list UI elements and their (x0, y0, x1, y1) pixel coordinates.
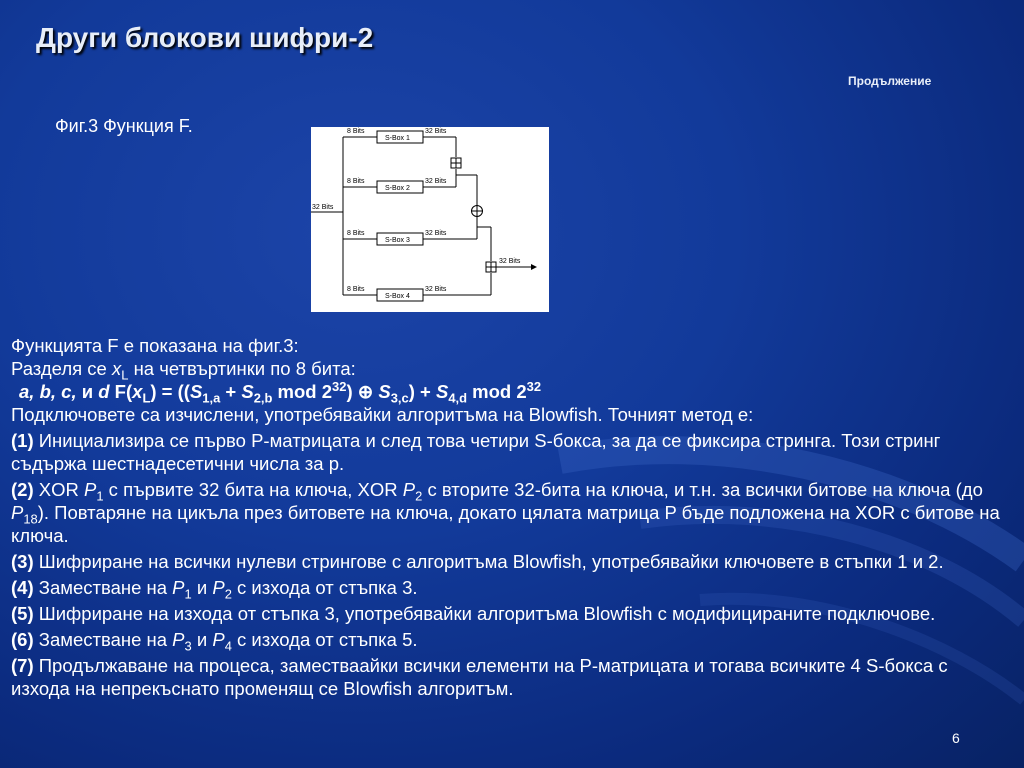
step-1: (1) Инициализира се първо P-матрицата и след това четири S-бокса, за да се фиксира стринга. Този стринг съдържа шестнадесетични числа за p. (11, 430, 941, 474)
sbox-1 (343, 128, 456, 143)
figure-caption: Фиг.3 Функция F. (55, 116, 193, 136)
svg-text:32 Bits: 32 Bits (425, 230, 447, 237)
xor-icon (472, 206, 483, 217)
svg-text:8 Bits: 8 Bits (347, 128, 365, 135)
step-5: (5) Шифриране на изхода от стъпка 3, употребявайки алгоритъма Blowfish с модифицираните подключове. (11, 603, 936, 624)
svg-text:8 Bits: 8 Bits (347, 286, 365, 293)
step-4: (4) Заместване на $P_1$ и $P_2$ с изхода от стъпка 3. (11, 577, 418, 602)
input-bits-label: 32 Bits (312, 204, 334, 211)
page-subtitle: Продължение (848, 74, 932, 88)
function-f-diagram (311, 127, 549, 312)
svg-text:8 Bits: 8 Bits (347, 230, 365, 237)
step-2: (2) XOR $P_1$ с първите 32 бита на ключа, XOR $P_2$ с вторите 32-бита на ключа, и т.н. за всички битове на ключа (до $P_{18}$). Повтаряне на цикъла през битовете на ключа, докато цялата матрица P бъде подложена на XOR с битове на ключа. (11, 479, 1000, 546)
sbox-2 (343, 178, 456, 193)
mod-add-1-icon (451, 158, 461, 168)
step-7: (7) Продължаване на процеса, заместваайки всички елементи на P-матрицата и тогава всичките 4 S-бокса с изхода на непрекъснато променящ се Blowfish алгоритъм. (11, 655, 948, 699)
svg-text:32 Bits: 32 Bits (425, 178, 447, 185)
mod-add-2-icon (486, 262, 496, 272)
output-bits-label: 32 Bits (499, 258, 521, 265)
page-number: 6 (952, 730, 960, 746)
page-title: Други блокови шифри-2 (36, 22, 374, 53)
svg-text:32 Bits: 32 Bits (425, 128, 447, 135)
slide-body (11, 334, 1011, 700)
svg-text:S-Box 3: S-Box 3 (385, 237, 410, 244)
svg-text:S-Box 1: S-Box 1 (385, 135, 410, 142)
sbox-4 (343, 286, 491, 301)
svg-text:32 Bits: 32 Bits (425, 286, 447, 293)
step-3: (3) Шифриране на всички нулеви стрингове с алгоритъма Blowfish, употребявайки ключовете в стъпки 1 и 2. (11, 551, 944, 572)
f-formula: a, b, c, и d $F(x_L) = ((S_{1,a} + S_{2,b}$ mod $2^{32}$) ⊕ $S_{3,c}) + S_{4,d}$ mod $2^{32}$ (19, 378, 542, 406)
body-line: Функцията F е показана на фиг.3: (11, 335, 299, 356)
svg-text:S-Box 2: S-Box 2 (385, 185, 410, 192)
body-line: Подключовете са изчислени, употребявайки алгоритъма на Blowfish. Точният метод е: (11, 404, 754, 425)
sbox-3 (343, 230, 477, 245)
svg-text:8 Bits: 8 Bits (347, 178, 365, 185)
body-line: Разделя се $x_L$ на четвъртинки по 8 бита: (11, 358, 356, 383)
step-6: (6) Заместване на $P_3$ и $P_4$ с изхода от стъпка 5. (11, 629, 418, 654)
svg-text:S-Box 4: S-Box 4 (385, 293, 410, 300)
